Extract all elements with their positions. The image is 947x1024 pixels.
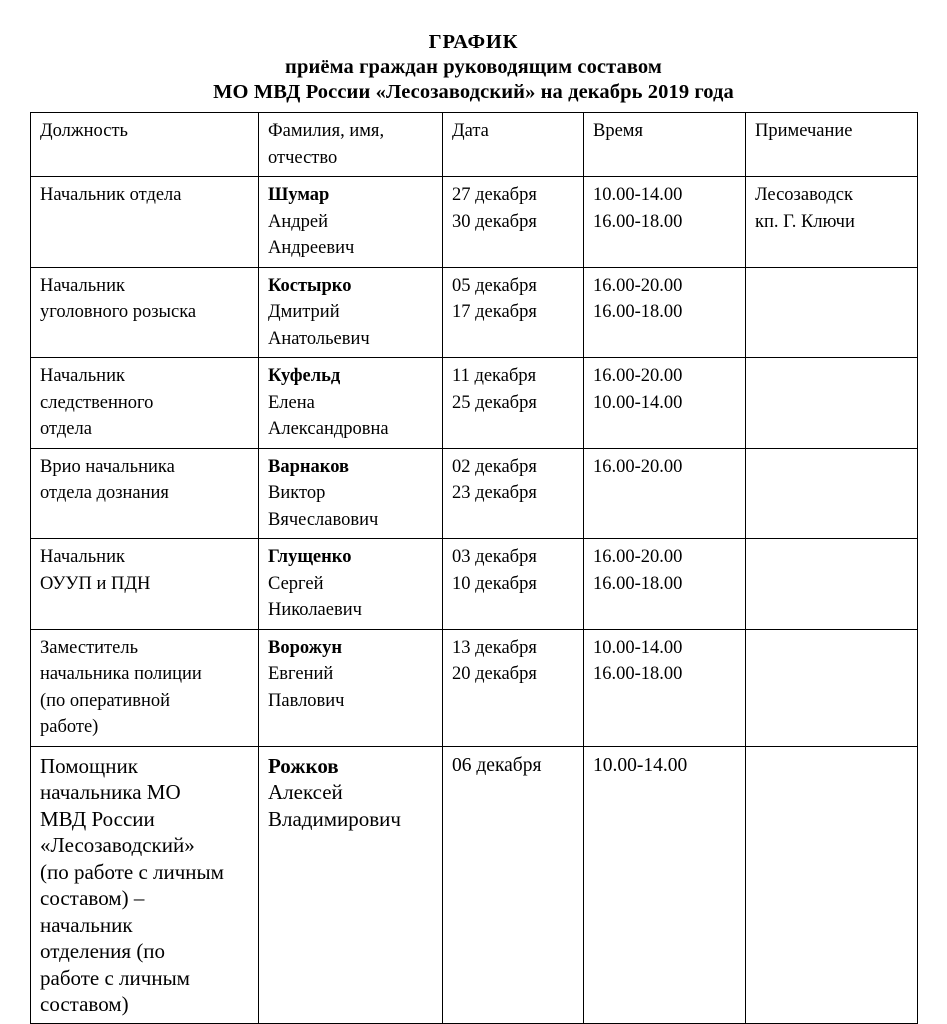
date-entry: 30 декабря [452,211,537,232]
column-header-name-line-2: отчество [268,147,338,168]
time-entry: 16.00-18.00 [593,302,683,322]
cell-note [746,746,918,1023]
document-title-line-3: МО МВД России «Лесозаводский» на декабрь 2019 года [213,81,734,103]
cell-time [584,358,746,449]
position-line: составом) – [40,886,145,910]
position-line: составом) [40,992,129,1016]
table-row [31,177,918,268]
document-title-line-1: ГРАФИК [428,31,519,53]
given-name: Евгений [268,664,334,684]
column-header-date: Дата [443,113,584,177]
table-body [31,177,918,1024]
surname: Костырко [268,275,352,296]
cell-time [584,629,746,746]
time-entry: 16.00-18.00 [593,211,683,232]
date-entry: 13 декабря [452,637,537,658]
patronymic: Павлович [268,690,345,711]
cell-date [443,539,584,630]
date-entry: 03 декабря [452,547,537,567]
patronymic: Александровна [268,419,389,439]
date-entry: 02 декабря [452,456,537,477]
date-entry: 23 декабря [452,483,537,503]
surname: Ворожун [268,637,342,658]
date-entry: 17 декабря [452,302,537,322]
given-name: Андрей [268,211,329,232]
surname: Шумар [268,185,330,205]
date-entry: 25 декабря [452,392,537,413]
table-header [31,113,918,177]
position-line: Начальник [40,275,125,296]
position-line: Помощник [40,753,138,778]
column-header-time: Время [584,113,746,177]
cell-position [31,267,259,358]
table-row [31,539,918,630]
position-line: «Лесозаводский» [40,833,195,857]
cell-note [746,448,918,539]
surname: Рожков [268,753,339,778]
date-entry: 10 декабря [452,573,537,594]
time-entry: 16.00-18.00 [593,573,683,594]
cell-time [584,539,746,630]
time-entry: 16.00-20.00 [593,366,683,386]
given-name: Виктор [268,483,326,503]
cell-position [31,177,259,268]
patronymic: Николаевич [268,600,362,620]
time-entry: 16.00-20.00 [593,547,683,567]
given-name: Елена [268,392,315,413]
position-line: отделения (по [40,939,166,963]
cell-position [31,448,259,539]
cell-full-name [259,267,443,358]
note-line: кп. Г. Ключи [755,211,855,232]
time-entry: 10.00-14.00 [593,392,683,413]
cell-note [746,358,918,449]
surname: Варнаков [268,456,349,477]
schedule-table-wrapper [30,112,917,1024]
cell-date [443,746,584,1023]
table-row [31,746,918,1023]
cell-time [584,267,746,358]
schedule-table [30,112,918,1024]
surname: Глущенко [268,547,352,567]
date-entry: 20 декабря [452,664,537,684]
position-line: МВД России [40,806,155,831]
position-line: Заместитель [40,637,139,658]
table-row [31,629,918,746]
cell-date [443,629,584,746]
cell-position [31,358,259,449]
cell-time [584,746,746,1023]
given-name: Дмитрий [268,302,340,322]
note-line: Лесозаводск [755,185,854,205]
column-header-name [259,113,443,177]
position-line: работе) [40,717,99,737]
position-line: начальника полиции [40,664,202,684]
time-entry: 10.00-14.00 [593,637,683,658]
table-row [31,267,918,358]
position-line: (по оперативной [40,690,171,711]
position-line: ОУУП и ПДН [40,573,151,594]
cell-full-name [259,358,443,449]
position-line: следственного [40,392,154,413]
cell-note [746,629,918,746]
cell-full-name [259,448,443,539]
patronymic: Владимирович [268,806,401,831]
position-line: работе с личным [40,965,190,990]
document-title-line-2: приёма граждан руководящим составом [285,56,662,78]
cell-date [443,358,584,449]
table-row [31,448,918,539]
cell-note [746,267,918,358]
cell-full-name [259,629,443,746]
column-header-name-line-1: Фамилия, имя, [268,121,385,141]
position-line: Начальник [40,547,125,567]
position-line: начальника МО [40,780,181,804]
cell-date [443,267,584,358]
date-entry: 11 декабря [452,366,537,386]
column-header-position: Должность [31,113,259,177]
given-name: Алексей [268,780,343,804]
position-line: отдела [40,419,92,439]
position-line: Начальник [40,366,125,386]
date-entry: 06 декабря [452,754,542,776]
cell-position [31,629,259,746]
table-row [31,358,918,449]
patronymic: Вячеславович [268,509,379,530]
table-header-row [31,113,918,177]
position-line: (по работе с личным [40,859,224,884]
position-line: отдела дознания [40,483,169,503]
cell-position [31,746,259,1023]
cell-note [746,177,918,268]
cell-time [584,448,746,539]
cell-time [584,177,746,268]
position-line: Начальник отдела [40,185,182,205]
cell-full-name [259,177,443,268]
patronymic: Андреевич [268,238,355,258]
patronymic: Анатольевич [268,328,370,349]
surname: Куфельд [268,366,341,386]
cell-full-name [259,539,443,630]
cell-note [746,539,918,630]
cell-date [443,448,584,539]
cell-position [31,539,259,630]
column-header-note: Примечание [746,113,918,177]
cell-full-name [259,746,443,1023]
time-entry: 10.00-14.00 [593,185,683,205]
position-line: начальник [40,912,133,937]
time-entry: 16.00-20.00 [593,456,683,477]
time-entry: 16.00-20.00 [593,275,683,296]
position-line: уголовного розыска [40,302,197,322]
position-line: Врио начальника [40,456,175,477]
time-entry: 16.00-18.00 [593,664,683,684]
cell-date [443,177,584,268]
date-entry: 27 декабря [452,185,537,205]
given-name: Сергей [268,573,324,594]
document-title-block [0,0,947,105]
date-entry: 05 декабря [452,275,537,296]
time-entry: 10.00-14.00 [593,754,688,776]
